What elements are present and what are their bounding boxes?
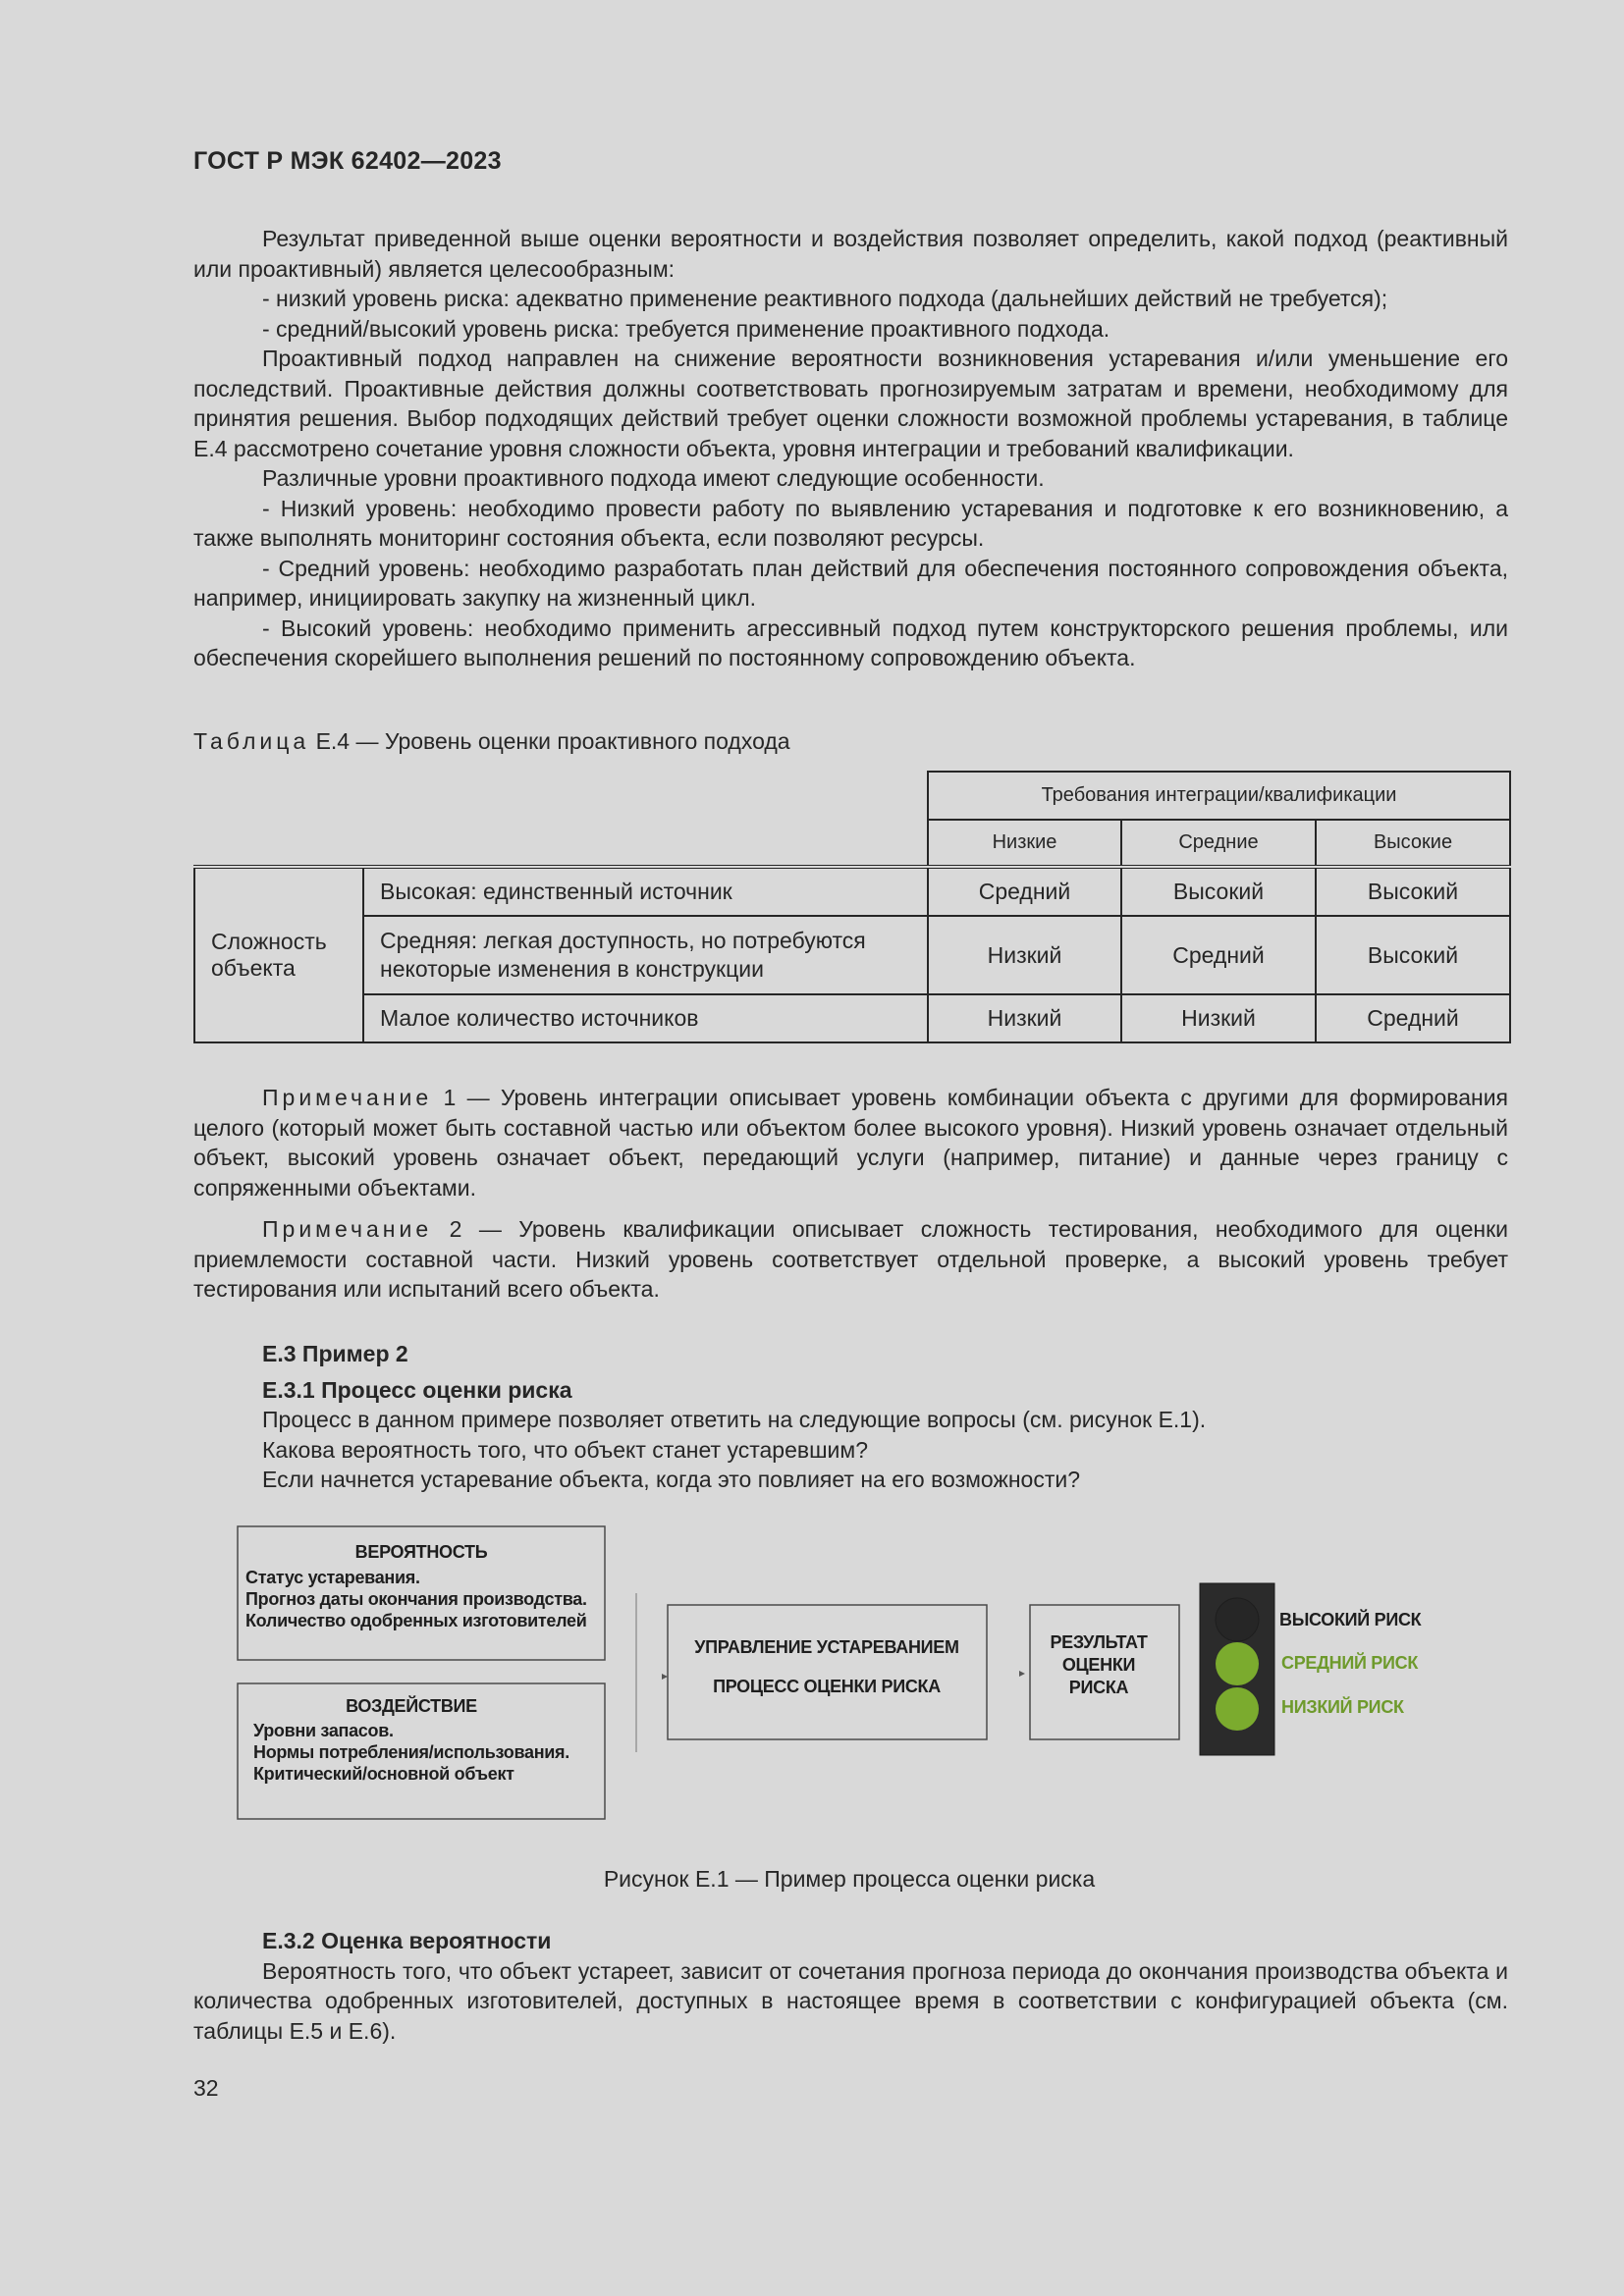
section-e3	[193, 1339, 1508, 1495]
list-item: - низкий уровень риска: адекватно применение реактивного подхода (дальнейших действий не требуется);	[262, 286, 1388, 311]
risk-medium-label: СРЕДНИЙ РИСК	[1281, 1653, 1419, 1673]
impact-line: Нормы потребления/использования.	[253, 1742, 569, 1762]
table-caption-prefix: Таблица	[193, 728, 310, 754]
row-label: Высокая: единственный источник	[363, 867, 928, 916]
result-line: РЕЗУЛЬТАТ	[1050, 1632, 1148, 1652]
row-label: Средняя: легкая доступность, но потребуются некоторые изменения в конструкции	[363, 916, 928, 994]
low-risk-light	[1216, 1687, 1259, 1731]
section-heading: Е.3 Пример 2	[262, 1341, 408, 1366]
probability-line: Статус устаревания.	[245, 1568, 420, 1587]
paragraph: Если начнется устаревание объекта, когда это повлияет на его возможности?	[262, 1467, 1081, 1492]
table-cell: Низкий	[928, 916, 1121, 994]
page-number: 32	[193, 2075, 219, 2101]
paragraph: Результат приведенной выше оценки вероятности и воздействия позволяет определить, какой подход (реактивный или проактивный) является целесообразным:	[193, 226, 1508, 282]
subsection-heading: Е.3.2 Оценка вероятности	[262, 1928, 552, 1953]
paragraph: Проактивный подход направлен на снижение вероятности возникновения устаревания и/или уменьшение его последствий. Проактивные действия должны соответствовать прогнозируемым затратам и времени, необходимому для принятия решения. Выбор подходящих действий требует оценки сложности возможной проблемы устаревания, в таблице Е.4 рассмотрено сочетание уровня сложности объекта, уровня интеграции и требований квалификации.	[193, 346, 1508, 461]
management-line: УПРАВЛЕНИЕ УСТАРЕВАНИЕМ	[694, 1637, 959, 1657]
paragraph: - Низкий уровень: необходимо провести работу по выявлению устаревания и подготовке к его возникновению, а также выполнять мониторинг состояния объекта, если позволяют ресурсы.	[193, 495, 1508, 551]
column-header: Низкие	[928, 820, 1121, 867]
note-prefix: Примечание	[262, 1216, 433, 1242]
probability-line: Количество одобренных изготовителей	[245, 1611, 587, 1630]
result-line: ОЦЕНКИ	[1061, 1655, 1136, 1675]
table-row	[194, 994, 1510, 1042]
table-cell: Средний	[928, 867, 1121, 916]
note-prefix: Примечание	[262, 1085, 433, 1110]
table-caption	[193, 728, 790, 755]
table-cell: Средний	[1121, 916, 1316, 994]
paragraph: Какова вероятность того, что объект станет устаревшим?	[262, 1436, 868, 1463]
result-line: РИСКА	[1068, 1678, 1129, 1697]
table-cell: Высокий	[1121, 867, 1316, 916]
table-cell: Средний	[1316, 994, 1510, 1042]
paragraph: Различные уровни проактивного подхода имеют следующие особенности.	[262, 465, 1045, 491]
paragraph: Вероятность того, что объект устареет, зависит от сочетания прогноза периода до окончания производства объекта и количества одобренных изготовителей, доступных в настоящее время в соответствии с конфигурацией объекта (см. таблицы Е.5 и Е.6).	[193, 1957, 1508, 2044]
probability-title: ВЕРОЯТНОСТЬ	[354, 1542, 488, 1562]
medium-risk-light	[1216, 1642, 1259, 1685]
impact-line: Критический/основной объект	[253, 1764, 514, 1784]
probability-line: Прогноз даты окончания производства.	[245, 1589, 587, 1609]
paragraph: Процесс в данном примере позволяет ответить на следующие вопросы (см. рисунок Е.1).	[262, 1407, 1207, 1432]
risk-process-diagram	[226, 1517, 1502, 1831]
note-2	[193, 1214, 1508, 1305]
section-e32	[193, 1926, 1508, 2046]
table-cell: Низкий	[928, 994, 1121, 1042]
list-item: - средний/высокий уровень риска: требуется применение проактивного подхода.	[262, 315, 1110, 342]
document-header: ГОСТ Р МЭК 62402—2023	[193, 147, 502, 175]
risk-high-label: ВЫСОКИЙ РИСК	[1279, 1610, 1422, 1629]
table-row	[194, 867, 1510, 916]
table-caption-text: Е.4 — Уровень оценки проактивного подхода	[315, 728, 790, 754]
impact-line: Уровни запасов.	[253, 1721, 394, 1740]
row-label: Малое количество источников	[363, 994, 928, 1042]
paragraph: - Высокий уровень: необходимо применить агрессивный подход путем конструкторского решения проблемы, или обеспечения скорейшего выполнения решений по постоянному сопровождению объекта.	[193, 614, 1508, 670]
table-cell: Высокий	[1316, 867, 1510, 916]
figure-caption: Рисунок Е.1 — Пример процесса оценки риска	[603, 1866, 1096, 1892]
impact-title: ВОЗДЕЙСТВИЕ	[346, 1696, 477, 1716]
note-1	[193, 1083, 1508, 1202]
intro-section	[193, 224, 1508, 673]
management-box	[668, 1605, 987, 1739]
column-header: Средние	[1121, 820, 1316, 867]
table-cell: Низкий	[1121, 994, 1316, 1042]
table-row	[194, 916, 1510, 994]
management-line: ПРОЦЕСС ОЦЕНКИ РИСКА	[713, 1677, 941, 1696]
arrow-icon	[662, 1674, 668, 1680]
table-group-header: Требования интеграции/квалификации	[928, 772, 1510, 820]
row-group-label: Сложность объекта	[194, 867, 363, 1042]
note-text: 2 — Уровень квалификации описывает сложность тестирования, необходимого для оценки приемлемости составной части. Низкий уровень соответствует отдельной проверке, а высокий уровень требует тестирования или испытаний всего объекта.	[193, 1216, 1508, 1302]
high-risk-light	[1216, 1598, 1259, 1641]
subsection-heading: Е.3.1 Процесс оценки риска	[262, 1376, 572, 1403]
table-e4	[193, 771, 1511, 1043]
notes-section	[193, 1083, 1508, 1305]
column-header: Высокие	[1316, 820, 1510, 867]
table-cell: Высокий	[1316, 916, 1510, 994]
paragraph: - Средний уровень: необходимо разработать план действий для обеспечения постоянного сопровождения объекта, например, инициировать закупку на жизненный цикл.	[193, 555, 1508, 611]
arrow-icon	[1019, 1671, 1025, 1677]
note-text: 1 — Уровень интеграции описывает уровень комбинации объекта с другими для формирования целого (который может быть составной частью или объектом более высокого уровня). Низкий уровень означает отдельный объект, высокий уровень означает объект, передающий услуги (например, питание) и данные через границу с сопряженными объектами.	[193, 1085, 1508, 1201]
risk-low-label: НИЗКИЙ РИСК	[1281, 1697, 1404, 1717]
